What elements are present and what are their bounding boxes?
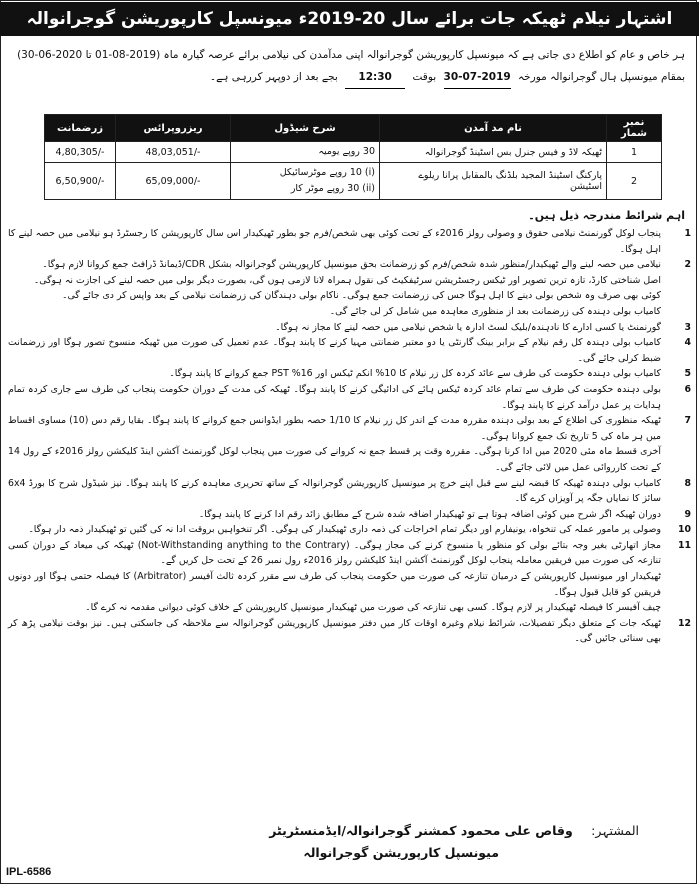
- term-line: مجاز اتھارٹی بغیر وجہ بتائے بولی کو منظور یا منسوخ کرنے کی مجاز ہوگی۔ (Not-Withstanding anything to the Contrary) ٹھیکہ کی میعاد کے دوران کسی تنازعہ کی صورت میں فریقین معاملہ پنجاب لوکل گورنمنٹ آکشن اینڈ کلیکشن رولز 2016ء رول نمبر 26 کے تحت حل کریں گے۔: [8, 539, 661, 567]
- term-number: 8: [684, 477, 691, 489]
- term-text: [8, 616, 667, 647]
- term-line: ٹھیکہ منظوری کی اطلاع کے بعد بولی دہندہ مقررہ مدت کے اندر کل زر نیلام کا 1/10 حصہ بطور ایڈوانس جمع کروانے کا پابند ہوگا۔ بقایا رقم دس (10) مساوی اقساط میں ہر ماہ کی 5 تاریخ تک جمع کروانا ہوگی۔: [8, 415, 661, 442]
- signature-line-1: [269, 820, 639, 842]
- header-name: نام مد آمدن: [380, 115, 607, 142]
- term-line: کامیاب بولی دہندہ حکومت کی طرف سے عائد کردہ کل زر نیلام کا 10% انکم ٹیکس اور 16% PST جمع کروانے کا پابند ہوگا۔: [169, 368, 661, 380]
- header-security: زرضمانت: [45, 115, 116, 142]
- terms-list: [8, 226, 691, 647]
- term-number: 4: [684, 337, 691, 349]
- term-line: نیلامی میں حصہ لینے والے ٹھیکیدار/منظور شدہ شخص/فرم کو زرضمانت بحق میونسپل کارپوریشن گوجرانوالہ بشکل CDR/ڈیمانڈ ڈرافٹ جمع کروانا لازم ہوگا۔: [42, 259, 661, 271]
- term-number: 12: [677, 617, 691, 629]
- term-line: اصل شناختی کارڈ، تازہ ترین تصویر اور ٹیکس رجسٹریشن سرٹیفکیٹ کی نقول ہمراہ لانا لازمی ہوں گی، بصورت دیگر بولی میں حصہ لینے کی اجازت نہ ہوگی۔: [33, 274, 661, 286]
- term-item: [8, 226, 691, 257]
- term-line: گورنمنٹ یا کسی ادارے کا نادہندہ/بلیک لسٹ ادارہ یا شخص نیلامی میں حصہ لینے کا مجاز نہ ہوگا۔: [275, 321, 661, 333]
- auction-time: 12:30: [345, 66, 405, 89]
- term-text: [8, 413, 667, 475]
- intro-line-1: ہر خاص و عام کو اطلاع دی جاتی ہے کہ میونسپل کارپوریشن گوجرانوالہ اپنی مدآمدن کی نیلامی برائے عرصہ گیارہ ماہ (2019-08-01 تا 2020-06-30): [17, 49, 685, 61]
- term-number: 3: [684, 321, 691, 333]
- term-line: ٹھیکہ جات کے متعلق دیگر تفصیلات، شرائط نیلام وغیرہ اوقات کار میں دفتر میونسپل کارپوریشن گوجرانوالہ سے ملاحظہ کی جاسکتی ہیں۔ نیز بوقت نیلامی پڑھ کر بھی سنائی جائیں گی۔: [8, 617, 661, 645]
- term-item: [8, 538, 691, 616]
- cell-name: پارکنگ اسٹینڈ المجید بلڈنگ بالمقابل پرانا ریلوے اسٹیشن: [380, 163, 607, 200]
- term-line: کامیاب بولی دہندہ ٹھیکہ کا قبضہ لینے سے قبل اپنے خرچ پر میونسپل کارپوریشن گوجرانوالہ کے ساتھ تحریری معاہدہ کرنے کا پابند ہوگا۔ نیز شیڈول شرح کا بورڈ 6x4 سائز کا نمایاں جگہ پر آویزاں کرے گا۔: [8, 477, 661, 505]
- signature-line-2: میونسپل کارپوریشن گوجرانوالہ: [303, 845, 499, 860]
- term-item: [8, 413, 691, 475]
- term-line: دوران ٹھیکہ اگر شرح میں کوئی اضافہ ہوتا ہے تو ٹھیکیدار اضافہ شدہ شرح کے مطابق زائد رقم ادا کرنے کا پابند ہوگا۔: [198, 508, 661, 520]
- term-text: [8, 538, 667, 616]
- auction-date: 30-07-2019: [444, 66, 511, 89]
- term-item: [8, 522, 691, 538]
- term-number: 10: [677, 524, 691, 536]
- table-row: [45, 163, 662, 200]
- schedule-line: (i) 10 روپے موٹرسائیکل: [279, 167, 375, 178]
- cell-sr: 1: [607, 142, 662, 163]
- term-line: کامیاب بولی دہندہ کی زرضمانت بعد از منظوری معاہدہ میں شامل کر لی جائے گی۔: [329, 305, 661, 317]
- cell-sr: 2: [607, 163, 662, 200]
- schedule-line: (ii) 30 روپے موٹر کار: [290, 183, 375, 194]
- cell-reserve: 48,03,051/-: [116, 142, 231, 163]
- term-item: [8, 476, 691, 507]
- cell-schedule: [231, 163, 380, 200]
- term-number: 7: [684, 415, 691, 427]
- term-text: [8, 522, 667, 538]
- term-line: پنجاب لوکل گورنمنٹ نیلامی حقوق و وصولی رولز 2016ء کے تحت کوئی بھی شخص/فرم جو بطور ٹھیکیدار اس سال کارپوریشن کا رجسٹرڈ ہو نیلامی میں حصہ لینے کا اہل ہوگا۔: [8, 228, 661, 255]
- signature-block: [269, 820, 639, 864]
- notice-title: اشتہار نیلام ٹھیکہ جات برائے سال 20-2019ء میونسپل کارپوریشن گوجرانوالہ: [0, 2, 699, 36]
- term-item: [8, 335, 691, 366]
- cell-schedule: [231, 142, 380, 163]
- term-line: کامیاب بولی دہندہ کل رقم نیلام کے برابر بینک گارنٹی یا دو معتبر ضمانتی مہیا کرنے کا پابند ہوگا۔ عدم تعمیل کی صورت میں ٹھیکہ منسوخ تصور ہوگا اور زرضمانت ضبط کرلی جائے گی۔: [8, 337, 661, 364]
- term-number: 6: [684, 383, 691, 395]
- header-schedule: شرح شیڈول: [231, 115, 380, 142]
- auction-table: [44, 114, 662, 200]
- term-item: [8, 257, 691, 319]
- term-line: آخری قسط ماہ مئی 2020 میں ادا کرنا ہوگی۔ مقررہ وقت پر قسط جمع نہ کروانے کی صورت میں پنجاب لوکل گورنمنٹ آکشن اینڈ کلیکشن رولز 2016ء کے رول 14 کے تحت کارروائی عمل میں لائی جائے گی۔: [8, 446, 661, 473]
- term-text: [8, 507, 667, 523]
- table-row: [45, 142, 662, 163]
- term-line: چیف آفیسر کا فیصلہ ٹھیکیدار پر لازم ہوگا۔ کسی بھی تنازعہ کی صورت میں ٹھیکیدار میونسپل کارپوریشن کے خلاف کوئی دیوانی مقدمہ نہ کرے گا۔: [85, 602, 661, 614]
- term-line: ٹھیکیدار اور میونسپل کارپوریشن کے درمیان تنازعہ کی صورت میں حکومت پنجاب کی طرف سے مقرر کردہ ثالث آفیسر (Arbitrator) کا فیصلہ حتمی ہوگا اور دونوں فریقین کو قابل قبول ہوگا۔: [8, 571, 662, 598]
- cell-security: 4,80,305/-: [45, 142, 116, 163]
- term-number: 1: [684, 228, 691, 239]
- header-sr: نمبر شمار: [607, 115, 662, 142]
- term-item: [8, 616, 691, 647]
- intro-mid: بوقت: [412, 71, 437, 83]
- term-item: [8, 382, 691, 413]
- terms-heading: اہم شرائط مندرجہ ذیل ہیں۔: [528, 209, 685, 222]
- ipl-code: IPL-6586: [6, 866, 52, 878]
- term-line: کوئی بھی صرف وہ شخص بولی دینے کا اہل ہوگا جس کی زرضمانت جمع ہوگی۔ ناکام بولی دہندگان کی زرضمانت نیلامی کے بعد واپس کر دی جائے گی۔: [61, 290, 661, 302]
- cell-name: ٹھیکہ لاڈ و فیس جنرل بس اسٹینڈ گوجرانوالہ: [380, 142, 607, 163]
- cell-security: 6,50,900/-: [45, 163, 116, 200]
- term-text: [8, 335, 667, 366]
- term-text: [8, 382, 667, 413]
- term-text: [8, 226, 667, 257]
- header-reserve: ریزروپرائس: [116, 115, 231, 142]
- signature-name: وقاص علی محمود کمشنر گوجرانوالہ/ایڈمنسٹریٹر: [269, 823, 573, 838]
- schedule-line: 30 روپے یومیہ: [318, 146, 375, 157]
- term-text: [8, 320, 667, 336]
- intro: [15, 44, 685, 89]
- term-text: [8, 257, 667, 319]
- table-body: [45, 142, 662, 200]
- term-text: [8, 366, 667, 382]
- term-line: وصولی پر مامور عملہ کی تنخواہ، یونیفارم اور دیگر تمام اخراجات کی ذمہ داری ٹھیکیدار کی ہوگی۔ اگر تنخواہیں بروقت ادا نہ کی گئیں تو ٹھیکیدار ذمہ دار ہوگا۔: [28, 524, 661, 536]
- cell-reserve: 65,09,000/-: [116, 163, 231, 200]
- term-item: [8, 320, 691, 336]
- intro-suffix: بجے بعد از دوپہر کررہی ہے۔: [209, 71, 338, 83]
- term-item: [8, 366, 691, 382]
- signature-label: المشتہر:: [591, 823, 639, 838]
- term-line: بولی دہندہ حکومت کی طرف سے تمام عائد کردہ ٹیکس ہائے کی ادائیگی کرنے کا پابند ہوگا۔ ٹھیکہ کی مدت کے دوران حکومت پنجاب کی طرف سے جاری کردہ تمام ہدایات پر عمل درآمد کرنے کا پابند ہوگا۔: [8, 383, 661, 411]
- intro-prefix: بمقام میونسپل ہال گوجرانوالہ مورخہ: [518, 71, 685, 83]
- intro-line-2: [15, 66, 685, 89]
- term-number: 9: [684, 508, 691, 520]
- term-number: 11: [677, 539, 691, 551]
- term-item: [8, 507, 691, 523]
- term-text: [8, 476, 667, 507]
- term-number: 5: [684, 368, 691, 380]
- term-number: 2: [684, 259, 691, 271]
- table-header-row: [45, 115, 662, 142]
